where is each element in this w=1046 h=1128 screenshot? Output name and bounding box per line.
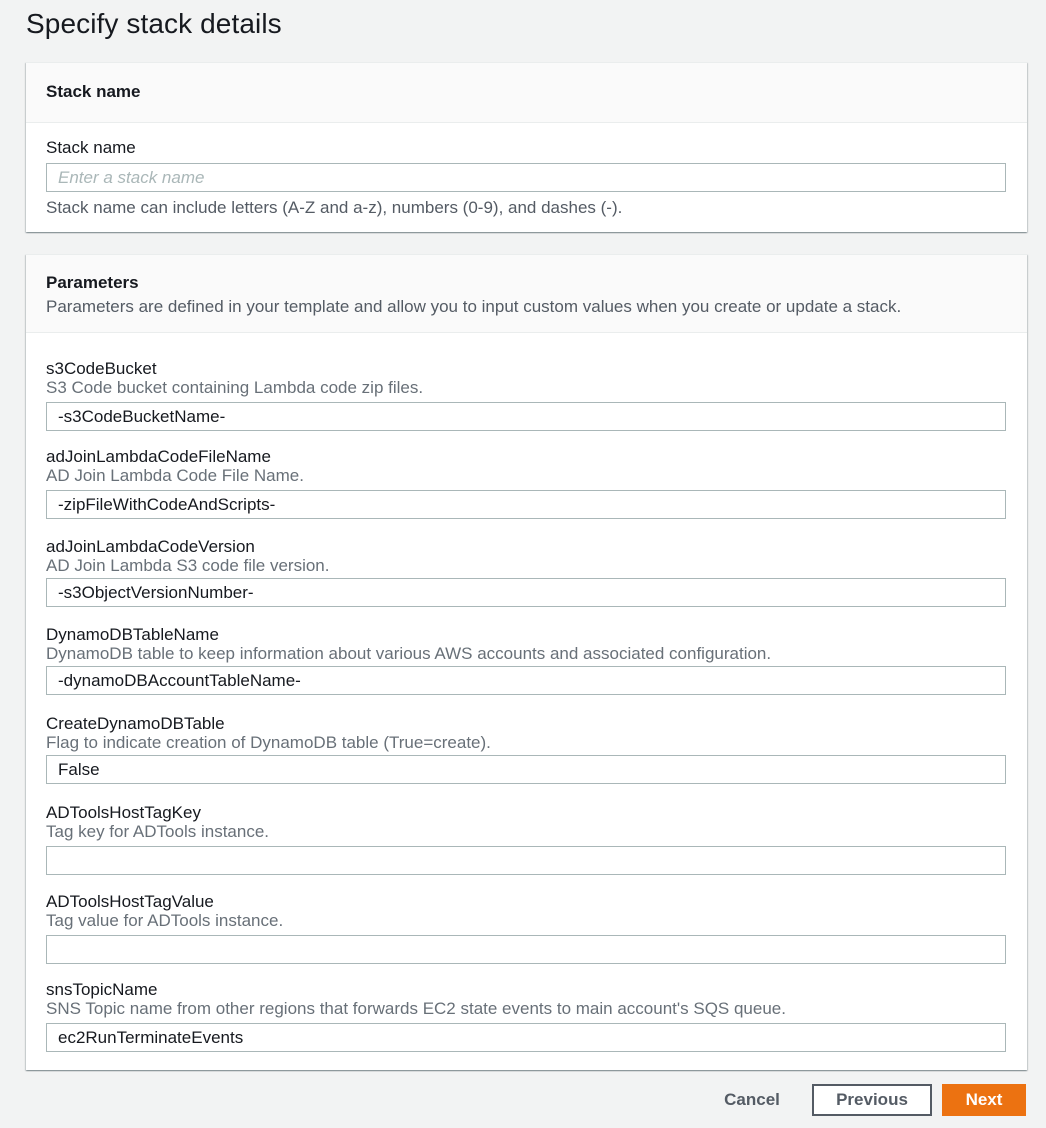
param-CreateDynamoDBTable [46, 714, 1006, 784]
s3CodeBucket-input[interactable] [46, 402, 1006, 431]
previous-button[interactable]: Previous [812, 1084, 932, 1116]
param-description: Tag key for ADTools instance. [46, 822, 270, 841]
adJoinLambdaCodeVersion-input[interactable] [46, 578, 1006, 607]
param-s3CodeBucket [46, 359, 1006, 431]
stack-name-panel-title: Stack name [46, 82, 141, 101]
param-DynamoDBTableName [46, 625, 1006, 695]
param-ADToolsHostTagKey [46, 803, 1006, 875]
param-description: SNS Topic name from other regions that forwards EC2 state events to main account's SQS queue. [46, 999, 786, 1018]
param-description: Flag to indicate creation of DynamoDB table (True=create). [46, 733, 491, 752]
param-label: snsTopicName [46, 980, 158, 999]
param-description: DynamoDB table to keep information about various AWS accounts and associated configuration. [46, 644, 772, 663]
param-label: DynamoDBTableName [46, 625, 219, 644]
param-description: AD Join Lambda Code File Name. [46, 466, 304, 485]
parameters-panel [26, 254, 1027, 1070]
stack-name-label: Stack name [46, 138, 136, 157]
stack-name-panel-header [26, 63, 1027, 123]
param-label: s3CodeBucket [46, 359, 157, 378]
param-adJoinLambdaCodeVersion [46, 537, 1006, 607]
snsTopicName-input[interactable] [46, 1023, 1006, 1052]
parameters-panel-description: Parameters are defined in your template and allow you to input custom values when you create or update a stack. [46, 297, 902, 316]
param-label: ADToolsHostTagKey [46, 803, 201, 822]
ADToolsHostTagKey-input[interactable] [46, 846, 1006, 875]
param-description: Tag value for ADTools instance. [46, 911, 284, 930]
param-snsTopicName [46, 980, 1006, 1052]
param-label: ADToolsHostTagValue [46, 892, 214, 911]
parameters-panel-title: Parameters [46, 273, 139, 292]
param-ADToolsHostTagValue [46, 892, 1006, 964]
param-label: CreateDynamoDBTable [46, 714, 225, 733]
page-title: Specify stack details [26, 8, 282, 39]
ADToolsHostTagValue-input[interactable] [46, 935, 1006, 964]
stack-name-field-group [46, 138, 1006, 218]
param-label: adJoinLambdaCodeVersion [46, 537, 255, 556]
parameters-panel-header [26, 255, 1027, 333]
CreateDynamoDBTable-input[interactable] [46, 755, 1006, 784]
param-description: S3 Code bucket containing Lambda code zip files. [46, 378, 424, 397]
adJoinLambdaCodeFileName-input[interactable] [46, 490, 1006, 519]
param-label: adJoinLambdaCodeFileName [46, 447, 271, 466]
stack-name-panel [26, 62, 1027, 232]
stack-name-hint: Stack name can include letters (A-Z and a-z), numbers (0-9), and dashes (-). [46, 198, 623, 217]
cancel-button[interactable]: Cancel [706, 1084, 798, 1116]
next-button[interactable]: Next [942, 1084, 1026, 1116]
param-adJoinLambdaCodeFileName [46, 447, 1006, 519]
param-description: AD Join Lambda S3 code file version. [46, 556, 330, 575]
DynamoDBTableName-input[interactable] [46, 666, 1006, 695]
stack-name-input[interactable] [46, 163, 1006, 192]
